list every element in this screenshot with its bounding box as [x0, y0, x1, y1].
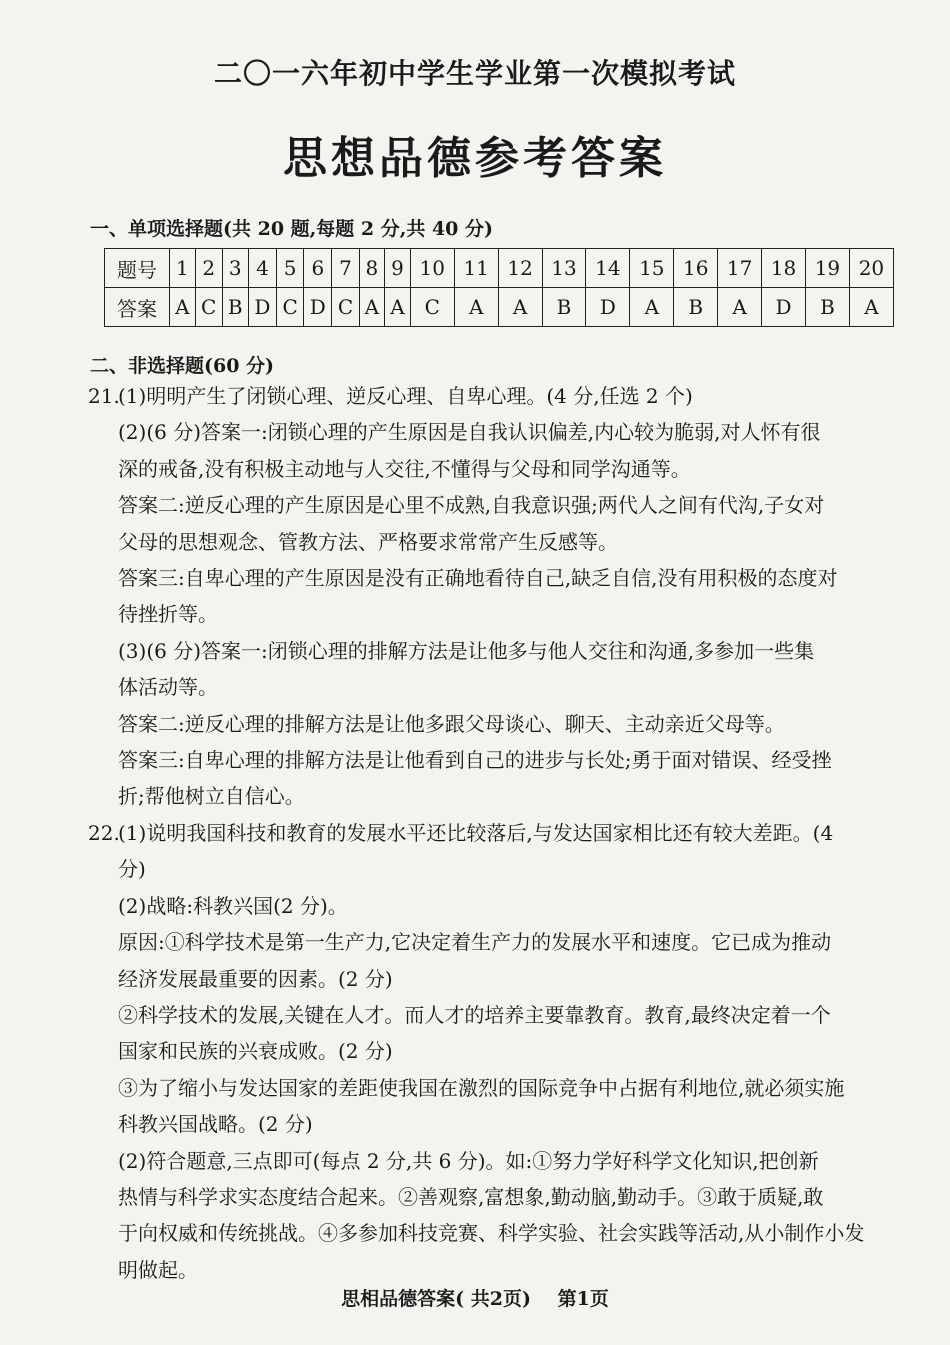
answer-table [104, 248, 894, 327]
answer-cell: C [410, 288, 454, 327]
answer-cell: A [170, 288, 196, 327]
question-number: 10 [410, 249, 454, 288]
question-number: 1 [170, 249, 196, 288]
q22-part1-text: (1)说明我国科技和教育的发展水平还比较落后,与发达国家相比还有较大差距。(4 [118, 820, 834, 845]
answer-cell: A [385, 288, 411, 327]
q22-line: 于向权威和传统挑战。④多参加科技竞赛、科学实验、社会实践等活动,从小制作小发 [118, 1221, 865, 1246]
question-number-row [105, 249, 894, 288]
q22-line: 国家和民族的兴衰成败。(2 分) [118, 1039, 393, 1064]
question-number: 13 [542, 249, 586, 288]
q22-line: (2)战略:科教兴国(2 分)。 [118, 893, 348, 918]
question-number: 12 [498, 249, 542, 288]
exam-title: 二〇一六年初中学生学业第一次模拟考试 [213, 57, 736, 90]
answer-cell: C [277, 288, 304, 327]
section-2-heading: 二、非选择题(60 分) [90, 355, 275, 377]
answer-cell: A [630, 288, 674, 327]
question-number: 16 [674, 249, 718, 288]
question-number: 6 [304, 249, 332, 288]
q22-part1 [88, 815, 923, 851]
q22-line: (2)符合题意,三点即可(每点 2 分,共 6 分)。如:①努力学好科学文化知识,把创新 [118, 1148, 819, 1173]
answer-cell: A [718, 288, 762, 327]
q21-line: (3)(6 分)答案一:闭锁心理的排解方法是让他多与他人交往和沟通,多参加一些集 [118, 638, 815, 663]
question-number: 9 [385, 249, 411, 288]
section-1-heading: 一、单项选择题(共 20 题,每题 2 分,共 40 分) [90, 218, 493, 240]
row-label-answers: 答案 [105, 288, 170, 327]
answer-cell: A [849, 288, 893, 327]
q21-line: 待挫折等。 [118, 602, 218, 627]
q22-line: 原因:①科学技术是第一生产力,它决定着生产力的发展水平和速度。它已成为推动 [118, 930, 832, 955]
footer-doc-label: 思相品德答案( 共2页) [341, 1288, 531, 1310]
question-number: 3 [222, 249, 248, 288]
q21-line: 答案二:逆反心理的产生原因是心里不成熟,自我意识强;两代人之间有代沟,子女对 [118, 493, 825, 518]
question-number: 20 [849, 249, 893, 288]
q22-line: ②科学技术的发展,关键在人才。而人才的培养主要靠教育。教育,最终决定着一个 [118, 1002, 831, 1027]
footer-page-label: 第1页 [557, 1288, 609, 1310]
q21-line: 父母的思想观念、管教方法、严格要求常常产生反感等。 [118, 529, 618, 554]
answer-cell: B [674, 288, 718, 327]
q22-line: 分) [118, 857, 146, 882]
question-number: 4 [248, 249, 276, 288]
question-number: 5 [277, 249, 304, 288]
answer-cell: C [195, 288, 222, 327]
answer-cell: D [248, 288, 276, 327]
question-number: 8 [359, 249, 385, 288]
q22-line: 热情与科学求实态度结合起来。②善观察,富想象,勤动脑,勤动手。③敢于质疑,敢 [118, 1184, 824, 1209]
question-number: 14 [586, 249, 630, 288]
answer-cell: D [304, 288, 332, 327]
q21-part1 [88, 378, 923, 414]
answer-cell: A [359, 288, 385, 327]
q22-line: 经济发展最重要的因素。(2 分) [118, 966, 393, 991]
q22-number: 22. [88, 820, 120, 845]
page-footer [0, 1284, 950, 1311]
question-number: 17 [718, 249, 762, 288]
q21-line: 答案三:自卑心理的排解方法是让他看到自己的进步与长处;勇于面对错误、经受挫 [118, 748, 832, 773]
answer-cell: B [542, 288, 586, 327]
q21-line: 体活动等。 [118, 675, 218, 700]
question-number: 15 [630, 249, 674, 288]
q21-number: 21. [88, 384, 120, 408]
question-number: 19 [805, 249, 849, 288]
question-number: 2 [195, 249, 222, 288]
answer-cell: C [332, 288, 359, 327]
answer-cell: A [498, 288, 542, 327]
answer-cell: B [805, 288, 849, 327]
q21-line: 答案三:自卑心理的产生原因是没有正确地看待自己,缺乏自信,没有用积极的态度对 [118, 566, 838, 591]
answer-cell: D [586, 288, 630, 327]
answer-row [105, 288, 894, 327]
subject-title: 思想品德参考答案 [283, 133, 667, 184]
question-number: 18 [762, 249, 806, 288]
q22-line: 明做起。 [118, 1257, 198, 1282]
question-number: 7 [332, 249, 359, 288]
answer-cell: D [762, 288, 806, 327]
q22-line: 科教兴国战略。(2 分) [118, 1112, 313, 1137]
q21-part1-text: (1)明明产生了闭锁心理、逆反心理、自卑心理。(4 分,任选 2 个) [118, 384, 693, 408]
answer-body [88, 378, 923, 1288]
answer-cell: B [222, 288, 248, 327]
question-number: 11 [454, 249, 498, 288]
q21-line: 深的戒备,没有积极主动地与人交往,不懂得与父母和同学沟通等。 [118, 456, 691, 481]
q22-line: ③为了缩小与发达国家的差距使我国在激烈的国际竞争中占据有利地位,就必须实施 [118, 1075, 845, 1100]
q21-line: 折;帮他树立自信心。 [118, 784, 305, 809]
q21-line: 答案二:逆反心理的排解方法是让他多跟父母谈心、聊天、主动亲近父母等。 [118, 711, 785, 736]
q21-line: (2)(6 分)答案一:闭锁心理的产生原因是自我认识偏差,内心较为脆弱,对人怀有很 [118, 420, 821, 445]
row-label-numbers: 题号 [105, 249, 170, 288]
answer-cell: A [454, 288, 498, 327]
